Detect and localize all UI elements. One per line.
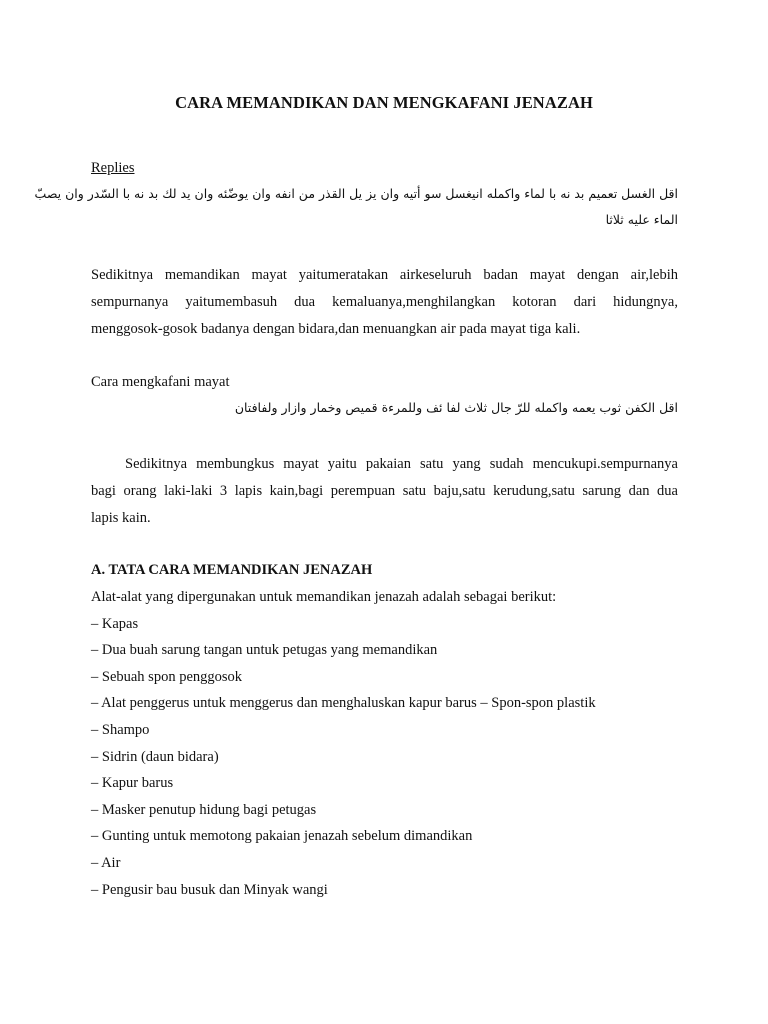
list-item: – Kapas <box>91 615 139 632</box>
list-intro: Alat-alat yang dipergunakan untuk memandikan jenazah adalah sebagai berikut: <box>91 589 557 605</box>
paragraph-line: sempurnanya yaitumembasuh dua kemaluanya,menghilangkan kotoran dari hidungnya, <box>91 294 678 310</box>
arabic-text-ghusl-line1: اقل الغسل تعميم بد نه با لماء واكمله انيغسل سو أتيه وان يز يل القذر من انفه وان يوضّئه وان يد لك بد نه با السّدر وان يصبّ <box>34 186 678 201</box>
list-item: – Shampo <box>91 721 150 738</box>
list-item: – Alat penggerus untuk menggerus dan menghaluskan kapur barus – Spon-spon plastik <box>91 695 596 712</box>
replies-label: Replies <box>91 160 135 176</box>
list-item: – Pengusir bau busuk dan Minyak wangi <box>91 881 328 898</box>
section-heading-a: A. TATA CARA MEMANDIKAN JENAZAH <box>91 562 373 578</box>
paragraph-line: bagi orang laki-laki 3 lapis kain,bagi perempuan satu baju,satu kerudung,satu sarung dan dua <box>91 483 678 499</box>
arabic-text-ghusl-line2: الماء عليه ثلاثا <box>605 212 678 227</box>
equipment-list <box>91 584 596 903</box>
paragraph-line: Sedikitnya membungkus mayat yaitu pakaian satu yang sudah mencukupi.sempurnanya <box>125 456 678 472</box>
list-item: – Sebuah spon penggosok <box>91 668 243 685</box>
paragraph-line: menggosok-gosok badanya dengan bidara,dan menuangkan air pada mayat tiga kali. <box>91 321 581 337</box>
list-item: – Sidrin (daun bidara) <box>91 748 219 765</box>
paragraph-membungkus <box>91 451 678 532</box>
paragraph-line: lapis kain. <box>91 510 151 526</box>
paragraph-line: Sedikitnya memandikan mayat yaitumeratakan airkeseluruh badan mayat dengan air,lebih <box>91 267 678 283</box>
page-title: CARA MEMANDIKAN DAN MENGKAFANI JENAZAH <box>175 93 593 112</box>
subheading-mengkafani: Cara mengkafani mayat <box>91 374 230 390</box>
list-item: – Gunting untuk memotong pakaian jenazah sebelum dimandikan <box>91 828 473 845</box>
list-item: – Kapur barus <box>91 775 174 792</box>
list-item: – Masker penutup hidung bagi petugas <box>91 801 317 818</box>
arabic-text-kafan: اقل الكفن ثوب يعمه واكمله للرّ جال ثلاث لفا ئف وللمرءة قميص وخمار وازار ولفافتان <box>234 400 678 415</box>
list-item: – Air <box>91 854 121 871</box>
list-item: – Dua buah sarung tangan untuk petugas yang memandikan <box>91 642 438 659</box>
paragraph-memandikan <box>91 262 678 343</box>
